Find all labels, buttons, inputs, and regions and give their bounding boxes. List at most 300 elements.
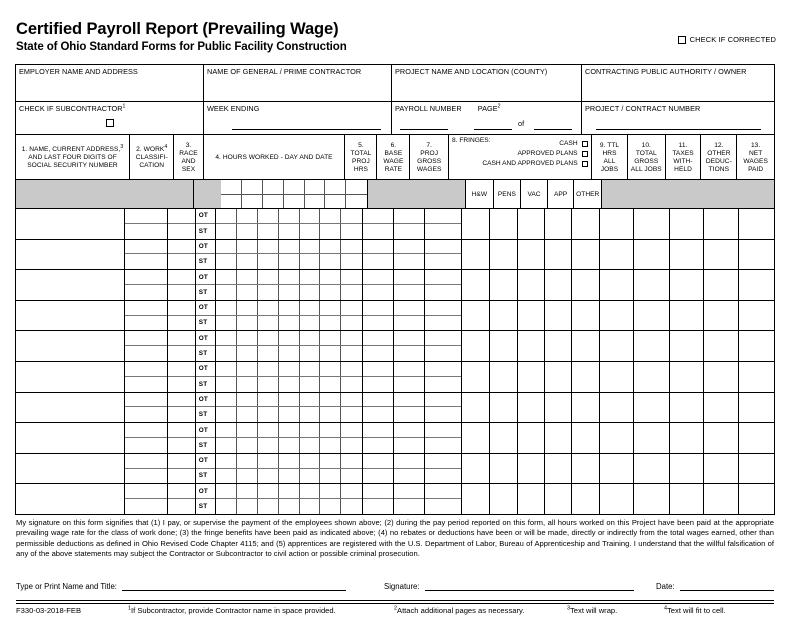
hours-cell[interactable] xyxy=(279,285,300,300)
hours-cell[interactable] xyxy=(237,438,258,453)
hours-cell[interactable] xyxy=(258,407,279,422)
cell-ttl-hrs-all-jobs[interactable] xyxy=(600,270,634,300)
cell-work-classification-st[interactable] xyxy=(125,407,167,422)
cell-taxes-withheld[interactable] xyxy=(670,301,704,331)
hours-cell[interactable] xyxy=(237,285,258,300)
cell-total-gross-all-jobs[interactable] xyxy=(634,270,670,300)
cell-fringe-app[interactable] xyxy=(545,331,572,361)
cell-net-wages-paid[interactable] xyxy=(739,484,774,514)
hours-cell[interactable] xyxy=(258,469,279,484)
hours-cell[interactable] xyxy=(300,438,321,453)
hours-cell[interactable] xyxy=(341,301,362,315)
cell-fringe-other[interactable] xyxy=(572,331,600,361)
cell-work-classification-ot[interactable] xyxy=(125,270,167,285)
cell-fringe-other[interactable] xyxy=(572,454,600,484)
cell-name-address[interactable] xyxy=(16,209,125,239)
hours-row-st[interactable] xyxy=(216,224,362,239)
cell-base-wage-rate[interactable] xyxy=(394,454,426,484)
cell-proj-gross-wages-st[interactable] xyxy=(425,224,461,239)
cell-fringe-pens[interactable] xyxy=(490,270,518,300)
hours-row-st[interactable] xyxy=(216,285,362,300)
cell-net-wages-paid[interactable] xyxy=(739,301,774,331)
cell-other-deductions[interactable] xyxy=(704,393,738,423)
hours-cell[interactable] xyxy=(341,393,362,407)
day-cell[interactable] xyxy=(263,180,284,194)
day-cell[interactable] xyxy=(284,180,305,194)
cell-proj-gross-wages-ot[interactable] xyxy=(425,270,461,285)
field-general-contractor[interactable] xyxy=(204,65,392,101)
cell-fringe-other[interactable] xyxy=(572,270,600,300)
cell-proj-gross-wages[interactable] xyxy=(425,301,462,331)
cell-total-proj-hrs[interactable] xyxy=(363,393,394,423)
cell-race-sex-st[interactable] xyxy=(168,346,195,361)
hours-cell[interactable] xyxy=(237,484,258,498)
cell-name-address[interactable] xyxy=(16,301,125,331)
hours-cell[interactable] xyxy=(216,209,237,223)
hours-cell[interactable] xyxy=(320,285,341,300)
hours-cell[interactable] xyxy=(300,254,321,269)
hours-cell[interactable] xyxy=(237,270,258,284)
cell-other-deductions[interactable] xyxy=(704,270,738,300)
hours-row-st[interactable] xyxy=(216,377,362,392)
cell-race-sex-ot[interactable] xyxy=(168,209,195,224)
cell-fringe-vac[interactable] xyxy=(518,393,545,423)
cell-race-sex[interactable] xyxy=(168,301,196,331)
cell-total-gross-all-jobs[interactable] xyxy=(634,484,670,514)
cell-fringe-vac[interactable] xyxy=(518,331,545,361)
cell-total-gross-all-jobs[interactable] xyxy=(634,331,670,361)
cell-total-proj-hrs-ot[interactable] xyxy=(363,240,393,255)
cell-fringe-other[interactable] xyxy=(572,209,600,239)
cell-other-deductions[interactable] xyxy=(704,423,738,453)
hours-cell[interactable] xyxy=(320,362,341,376)
check-if-corrected[interactable] xyxy=(678,35,776,44)
cell-taxes-withheld[interactable] xyxy=(670,454,704,484)
cell-total-proj-hrs[interactable] xyxy=(363,423,394,453)
cell-fringe-app[interactable] xyxy=(545,423,572,453)
cell-race-sex[interactable] xyxy=(168,270,196,300)
hours-row-st[interactable] xyxy=(216,316,362,331)
cell-total-proj-hrs-ot[interactable] xyxy=(363,331,393,346)
hours-row-ot[interactable] xyxy=(216,240,362,255)
cell-fringe-app[interactable] xyxy=(545,209,572,239)
day-cell[interactable] xyxy=(242,180,263,194)
hours-cell[interactable] xyxy=(300,484,321,498)
hours-row-ot[interactable] xyxy=(216,362,362,377)
hours-cell[interactable] xyxy=(258,346,279,361)
hours-cell[interactable] xyxy=(237,423,258,437)
hours-cell[interactable] xyxy=(279,240,300,254)
field-project-contract-number[interactable] xyxy=(582,102,773,134)
hours-cell[interactable] xyxy=(279,484,300,498)
hours-cell[interactable] xyxy=(279,438,300,453)
date-cell[interactable] xyxy=(325,195,346,209)
hours-row-st[interactable] xyxy=(216,407,362,422)
hours-cell[interactable] xyxy=(300,393,321,407)
cell-hours-worked[interactable] xyxy=(216,240,363,270)
hours-cell[interactable] xyxy=(300,499,321,514)
cell-fringe-vac[interactable] xyxy=(518,454,545,484)
cell-base-wage-rate[interactable] xyxy=(394,240,426,270)
hours-cell[interactable] xyxy=(237,454,258,468)
cell-net-wages-paid[interactable] xyxy=(739,270,774,300)
cell-ttl-hrs-all-jobs[interactable] xyxy=(600,454,634,484)
cell-other-deductions[interactable] xyxy=(704,240,738,270)
cell-proj-gross-wages-ot[interactable] xyxy=(425,393,461,408)
cell-race-sex-st[interactable] xyxy=(168,469,195,484)
hours-cell[interactable] xyxy=(216,285,237,300)
cell-proj-gross-wages[interactable] xyxy=(425,270,462,300)
page-total-input[interactable] xyxy=(534,129,572,130)
hours-cell[interactable] xyxy=(258,377,279,392)
cell-other-deductions[interactable] xyxy=(704,454,738,484)
cell-net-wages-paid[interactable] xyxy=(739,209,774,239)
checkbox-icon[interactable] xyxy=(678,36,686,44)
cell-race-sex-st[interactable] xyxy=(168,254,195,269)
hours-cell[interactable] xyxy=(320,240,341,254)
hours-cell[interactable] xyxy=(300,285,321,300)
project-contract-number-input[interactable] xyxy=(596,129,761,130)
hours-cell[interactable] xyxy=(300,316,321,331)
hours-cell[interactable] xyxy=(320,301,341,315)
cell-base-wage-rate-st[interactable] xyxy=(394,346,425,361)
hours-cell[interactable] xyxy=(258,438,279,453)
hours-cell[interactable] xyxy=(216,454,237,468)
cell-proj-gross-wages-ot[interactable] xyxy=(425,301,461,316)
cell-base-wage-rate-ot[interactable] xyxy=(394,209,425,224)
cell-fringe-pens[interactable] xyxy=(490,301,518,331)
cell-proj-gross-wages-ot[interactable] xyxy=(425,423,461,438)
hours-cell[interactable] xyxy=(258,254,279,269)
cell-total-proj-hrs[interactable] xyxy=(363,362,394,392)
hours-cell[interactable] xyxy=(237,301,258,315)
cell-name-address[interactable] xyxy=(16,393,125,423)
cell-fringe-other[interactable] xyxy=(572,484,600,514)
hours-row-ot[interactable] xyxy=(216,454,362,469)
date-cell[interactable] xyxy=(263,195,284,209)
cell-name-address[interactable] xyxy=(16,362,125,392)
cell-race-sex-ot[interactable] xyxy=(168,484,195,499)
cell-base-wage-rate[interactable] xyxy=(394,393,426,423)
cell-base-wage-rate-st[interactable] xyxy=(394,499,425,514)
hours-cell[interactable] xyxy=(216,362,237,376)
hours-row-st[interactable] xyxy=(216,346,362,361)
hours-row-st[interactable] xyxy=(216,499,362,514)
cell-work-classification[interactable] xyxy=(125,362,168,392)
hours-cell[interactable] xyxy=(279,407,300,422)
cell-name-address[interactable] xyxy=(16,454,125,484)
cell-total-proj-hrs-ot[interactable] xyxy=(363,484,393,499)
hours-cell[interactable] xyxy=(279,301,300,315)
hours-cell[interactable] xyxy=(237,469,258,484)
cell-fringe-hw[interactable] xyxy=(462,484,490,514)
cell-fringe-other[interactable] xyxy=(572,393,600,423)
cell-race-sex-st[interactable] xyxy=(168,285,195,300)
cell-total-gross-all-jobs[interactable] xyxy=(634,301,670,331)
cell-proj-gross-wages[interactable] xyxy=(425,362,462,392)
cell-net-wages-paid[interactable] xyxy=(739,331,774,361)
cell-total-proj-hrs-st[interactable] xyxy=(363,407,393,422)
hours-cell[interactable] xyxy=(300,362,321,376)
hours-cell[interactable] xyxy=(279,454,300,468)
cell-ttl-hrs-all-jobs[interactable] xyxy=(600,393,634,423)
cell-proj-gross-wages-st[interactable] xyxy=(425,285,461,300)
cell-hours-worked[interactable] xyxy=(216,362,363,392)
fringes-option-approved-plans[interactable] xyxy=(452,149,588,159)
cell-work-classification-ot[interactable] xyxy=(125,454,167,469)
day-cell[interactable] xyxy=(325,180,346,194)
cell-proj-gross-wages-ot[interactable] xyxy=(425,240,461,255)
cell-race-sex-ot[interactable] xyxy=(168,362,195,377)
checkbox-icon[interactable] xyxy=(106,119,114,127)
hours-cell[interactable] xyxy=(320,331,341,345)
cell-fringe-pens[interactable] xyxy=(490,393,518,423)
hours-cell[interactable] xyxy=(300,407,321,422)
date-input[interactable] xyxy=(680,580,774,591)
cell-base-wage-rate-st[interactable] xyxy=(394,254,425,269)
cell-fringe-vac[interactable] xyxy=(518,209,545,239)
hours-cell[interactable] xyxy=(320,254,341,269)
cell-fringe-pens[interactable] xyxy=(490,209,518,239)
hours-cell[interactable] xyxy=(258,209,279,223)
cell-name-address[interactable] xyxy=(16,423,125,453)
cell-name-address[interactable] xyxy=(16,270,125,300)
cell-base-wage-rate[interactable] xyxy=(394,209,426,239)
cell-name-address[interactable] xyxy=(16,331,125,361)
cell-fringe-hw[interactable] xyxy=(462,331,490,361)
cell-work-classification-st[interactable] xyxy=(125,285,167,300)
cell-fringe-hw[interactable] xyxy=(462,454,490,484)
hours-cell[interactable] xyxy=(216,393,237,407)
day-cell[interactable] xyxy=(305,180,326,194)
cell-proj-gross-wages-st[interactable] xyxy=(425,377,461,392)
cell-fringe-other[interactable] xyxy=(572,301,600,331)
hours-cell[interactable] xyxy=(279,469,300,484)
hours-cell[interactable] xyxy=(279,362,300,376)
cell-base-wage-rate-ot[interactable] xyxy=(394,454,425,469)
hours-cell[interactable] xyxy=(320,454,341,468)
cell-race-sex-ot[interactable] xyxy=(168,270,195,285)
cell-proj-gross-wages-st[interactable] xyxy=(425,438,461,453)
cell-fringe-app[interactable] xyxy=(545,362,572,392)
hours-cell[interactable] xyxy=(320,484,341,498)
cell-fringe-other[interactable] xyxy=(572,423,600,453)
hours-cell[interactable] xyxy=(279,423,300,437)
hours-cell[interactable] xyxy=(341,240,362,254)
cell-hours-worked[interactable] xyxy=(216,393,363,423)
cell-base-wage-rate-ot[interactable] xyxy=(394,362,425,377)
cell-work-classification[interactable] xyxy=(125,484,168,514)
cell-total-proj-hrs-ot[interactable] xyxy=(363,362,393,377)
cell-work-classification-ot[interactable] xyxy=(125,484,167,499)
cell-total-proj-hrs-ot[interactable] xyxy=(363,301,393,316)
cell-total-gross-all-jobs[interactable] xyxy=(634,454,670,484)
hours-cell[interactable] xyxy=(300,423,321,437)
date-cell[interactable] xyxy=(346,195,367,209)
hours-cell[interactable] xyxy=(237,209,258,223)
cell-fringe-hw[interactable] xyxy=(462,301,490,331)
cell-fringe-pens[interactable] xyxy=(490,423,518,453)
cell-proj-gross-wages-st[interactable] xyxy=(425,316,461,331)
hours-cell[interactable] xyxy=(300,209,321,223)
cell-race-sex[interactable] xyxy=(168,484,196,514)
cell-base-wage-rate-ot[interactable] xyxy=(394,240,425,255)
hours-cell[interactable] xyxy=(216,499,237,514)
checkbox-icon[interactable] xyxy=(582,161,589,168)
name-title-input[interactable] xyxy=(122,580,346,591)
cell-race-sex[interactable] xyxy=(168,209,196,239)
hours-cell[interactable] xyxy=(300,454,321,468)
cell-proj-gross-wages-st[interactable] xyxy=(425,407,461,422)
page-current-input[interactable] xyxy=(474,129,512,130)
date-field[interactable] xyxy=(656,580,774,591)
hours-cell[interactable] xyxy=(279,209,300,223)
hours-cell[interactable] xyxy=(237,331,258,345)
hours-cell[interactable] xyxy=(258,362,279,376)
cell-base-wage-rate-ot[interactable] xyxy=(394,301,425,316)
cell-total-proj-hrs-st[interactable] xyxy=(363,438,393,453)
hours-cell[interactable] xyxy=(258,499,279,514)
hours-cell[interactable] xyxy=(341,377,362,392)
hours-cell[interactable] xyxy=(216,484,237,498)
hours-cell[interactable] xyxy=(300,331,321,345)
cell-total-gross-all-jobs[interactable] xyxy=(634,240,670,270)
cell-total-proj-hrs[interactable] xyxy=(363,484,394,514)
cell-fringe-hw[interactable] xyxy=(462,240,490,270)
cell-race-sex-ot[interactable] xyxy=(168,454,195,469)
cell-total-proj-hrs[interactable] xyxy=(363,454,394,484)
cell-base-wage-rate-st[interactable] xyxy=(394,407,425,422)
hours-cell[interactable] xyxy=(258,316,279,331)
hours-cell[interactable] xyxy=(216,423,237,437)
cell-name-address[interactable] xyxy=(16,240,125,270)
cell-work-classification-st[interactable] xyxy=(125,499,167,514)
cell-total-proj-hrs-ot[interactable] xyxy=(363,270,393,285)
cell-base-wage-rate-st[interactable] xyxy=(394,438,425,453)
hours-cell[interactable] xyxy=(320,393,341,407)
cell-total-gross-all-jobs[interactable] xyxy=(634,209,670,239)
cell-base-wage-rate[interactable] xyxy=(394,301,426,331)
cell-fringe-pens[interactable] xyxy=(490,362,518,392)
cell-fringe-vac[interactable] xyxy=(518,362,545,392)
cell-taxes-withheld[interactable] xyxy=(670,393,704,423)
hours-cell[interactable] xyxy=(258,270,279,284)
hours-cell[interactable] xyxy=(320,209,341,223)
hours-cell[interactable] xyxy=(237,362,258,376)
name-title-field[interactable] xyxy=(16,580,346,591)
cell-work-classification-ot[interactable] xyxy=(125,331,167,346)
cell-work-classification-st[interactable] xyxy=(125,254,167,269)
cell-proj-gross-wages-ot[interactable] xyxy=(425,331,461,346)
hours-cell[interactable] xyxy=(216,407,237,422)
cell-base-wage-rate-ot[interactable] xyxy=(394,484,425,499)
cell-proj-gross-wages[interactable] xyxy=(425,331,462,361)
cell-ttl-hrs-all-jobs[interactable] xyxy=(600,423,634,453)
hours-cell[interactable] xyxy=(341,346,362,361)
cell-proj-gross-wages-ot[interactable] xyxy=(425,454,461,469)
signature-field[interactable] xyxy=(384,580,634,591)
hours-cell[interactable] xyxy=(320,270,341,284)
cell-fringe-vac[interactable] xyxy=(518,270,545,300)
hours-cell[interactable] xyxy=(300,240,321,254)
cell-race-sex-ot[interactable] xyxy=(168,240,195,255)
cell-base-wage-rate-st[interactable] xyxy=(394,377,425,392)
cell-proj-gross-wages-st[interactable] xyxy=(425,499,461,514)
cell-work-classification[interactable] xyxy=(125,301,168,331)
cell-total-proj-hrs-st[interactable] xyxy=(363,285,393,300)
cell-fringe-app[interactable] xyxy=(545,393,572,423)
cell-base-wage-rate-st[interactable] xyxy=(394,469,425,484)
hours-cell[interactable] xyxy=(341,499,362,514)
hours-cell[interactable] xyxy=(216,240,237,254)
cell-total-proj-hrs-st[interactable] xyxy=(363,377,393,392)
cell-race-sex-st[interactable] xyxy=(168,377,195,392)
cell-work-classification-ot[interactable] xyxy=(125,362,167,377)
cell-work-classification-ot[interactable] xyxy=(125,240,167,255)
cell-total-proj-hrs-st[interactable] xyxy=(363,499,393,514)
cell-work-classification-st[interactable] xyxy=(125,346,167,361)
cell-work-classification[interactable] xyxy=(125,240,168,270)
hours-cell[interactable] xyxy=(341,316,362,331)
cell-work-classification-st[interactable] xyxy=(125,377,167,392)
hours-cell[interactable] xyxy=(320,469,341,484)
field-contracting-authority[interactable] xyxy=(582,65,773,101)
cell-ttl-hrs-all-jobs[interactable] xyxy=(600,331,634,361)
cell-total-proj-hrs-st[interactable] xyxy=(363,254,393,269)
hours-row-ot[interactable] xyxy=(216,423,362,438)
cell-total-proj-hrs[interactable] xyxy=(363,301,394,331)
cell-hours-worked[interactable] xyxy=(216,454,363,484)
hours-cell[interactable] xyxy=(300,346,321,361)
cell-base-wage-rate-ot[interactable] xyxy=(394,270,425,285)
hours-cell[interactable] xyxy=(258,224,279,239)
hours-row-st[interactable] xyxy=(216,438,362,453)
cell-work-classification-ot[interactable] xyxy=(125,423,167,438)
hours-cell[interactable] xyxy=(258,454,279,468)
cell-total-gross-all-jobs[interactable] xyxy=(634,393,670,423)
hours-cell[interactable] xyxy=(341,254,362,269)
hours-cell[interactable] xyxy=(320,377,341,392)
cell-fringe-app[interactable] xyxy=(545,240,572,270)
cell-fringe-other[interactable] xyxy=(572,362,600,392)
cell-base-wage-rate[interactable] xyxy=(394,362,426,392)
cell-fringe-vac[interactable] xyxy=(518,240,545,270)
cell-total-proj-hrs-ot[interactable] xyxy=(363,209,393,224)
cell-hours-worked[interactable] xyxy=(216,331,363,361)
hours-cell[interactable] xyxy=(216,270,237,284)
cell-fringe-pens[interactable] xyxy=(490,484,518,514)
cell-hours-worked[interactable] xyxy=(216,301,363,331)
cell-total-proj-hrs[interactable] xyxy=(363,270,394,300)
cell-taxes-withheld[interactable] xyxy=(670,484,704,514)
cell-total-proj-hrs[interactable] xyxy=(363,331,394,361)
cell-proj-gross-wages[interactable] xyxy=(425,454,462,484)
cell-proj-gross-wages[interactable] xyxy=(425,209,462,239)
hours-cell[interactable] xyxy=(237,254,258,269)
cell-net-wages-paid[interactable] xyxy=(739,393,774,423)
hours-cell[interactable] xyxy=(258,331,279,345)
hours-cell[interactable] xyxy=(279,254,300,269)
cell-base-wage-rate[interactable] xyxy=(394,331,426,361)
field-project-name-location[interactable] xyxy=(392,65,582,101)
hours-cell[interactable] xyxy=(216,438,237,453)
cell-race-sex-ot[interactable] xyxy=(168,393,195,408)
cell-other-deductions[interactable] xyxy=(704,362,738,392)
hours-cell[interactable] xyxy=(237,346,258,361)
hours-cell[interactable] xyxy=(320,407,341,422)
field-check-if-subcontractor[interactable] xyxy=(16,102,204,134)
cell-taxes-withheld[interactable] xyxy=(670,240,704,270)
